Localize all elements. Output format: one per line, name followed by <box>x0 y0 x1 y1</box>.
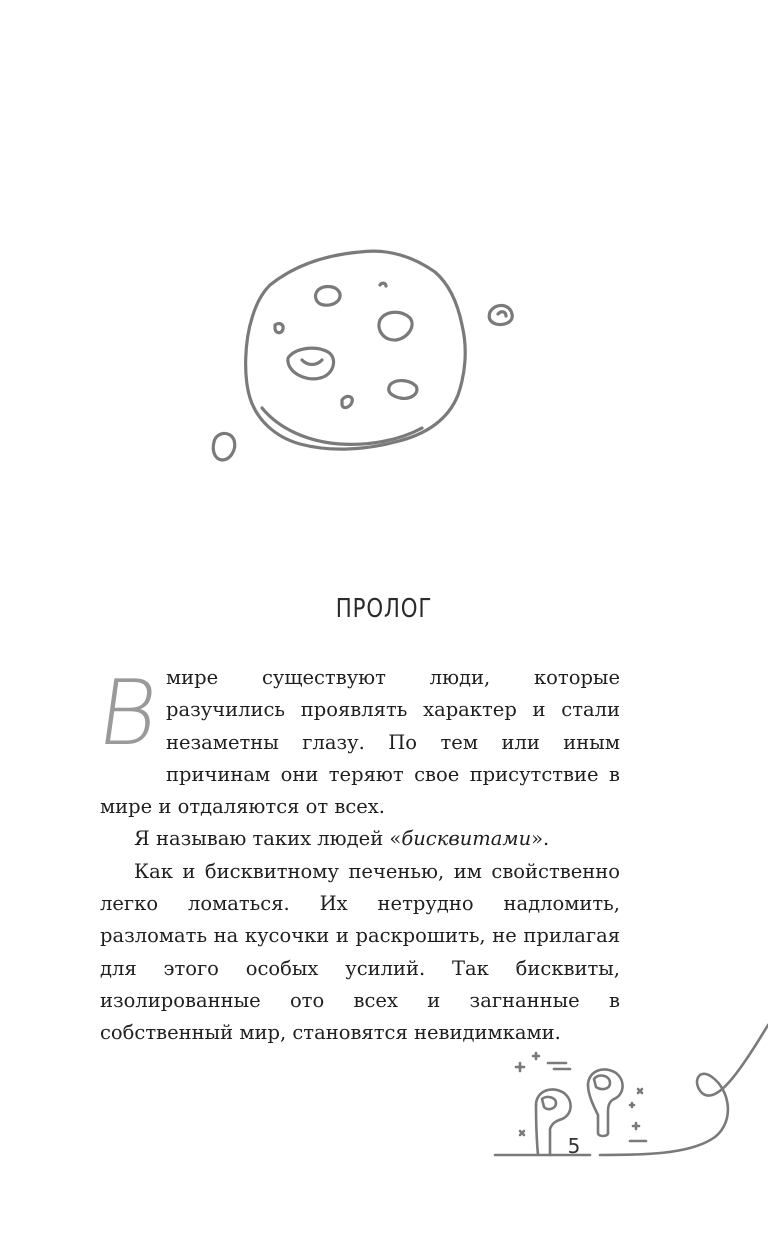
paragraph-1 <box>90 661 620 823</box>
paragraph-2-text-start: Я называю таких людей « <box>134 827 402 851</box>
emphasis-biskvity: бисквитами <box>401 827 532 851</box>
page-number: 5 <box>567 1134 581 1158</box>
earbuds-icon <box>490 1015 768 1165</box>
chapter-title: ПРОЛОГ <box>335 594 433 624</box>
paragraph-2-text-end: ». <box>531 827 550 851</box>
paragraph-3: Как и бисквитному печенью, им свойственно легко ломаться. Их нетрудно надломить, разломать на кусочки и раскрошить, не прилагая для этого особых усилий. Так бисквиты, изолированные ото всех и загнанные в собственный мир, становятся невидимками. <box>100 859 620 1045</box>
paragraph-2 <box>100 823 620 855</box>
drop-cap: В <box>90 661 165 766</box>
body-text <box>90 661 620 1050</box>
paragraph-1-text: мире существуют люди, которые разучились проявлять характер и стали незаметны глазу. По тем или иным причинам они теряют свое присутствие в мире и отдаляются от всех. <box>100 666 620 819</box>
cookie-icon <box>200 230 530 480</box>
